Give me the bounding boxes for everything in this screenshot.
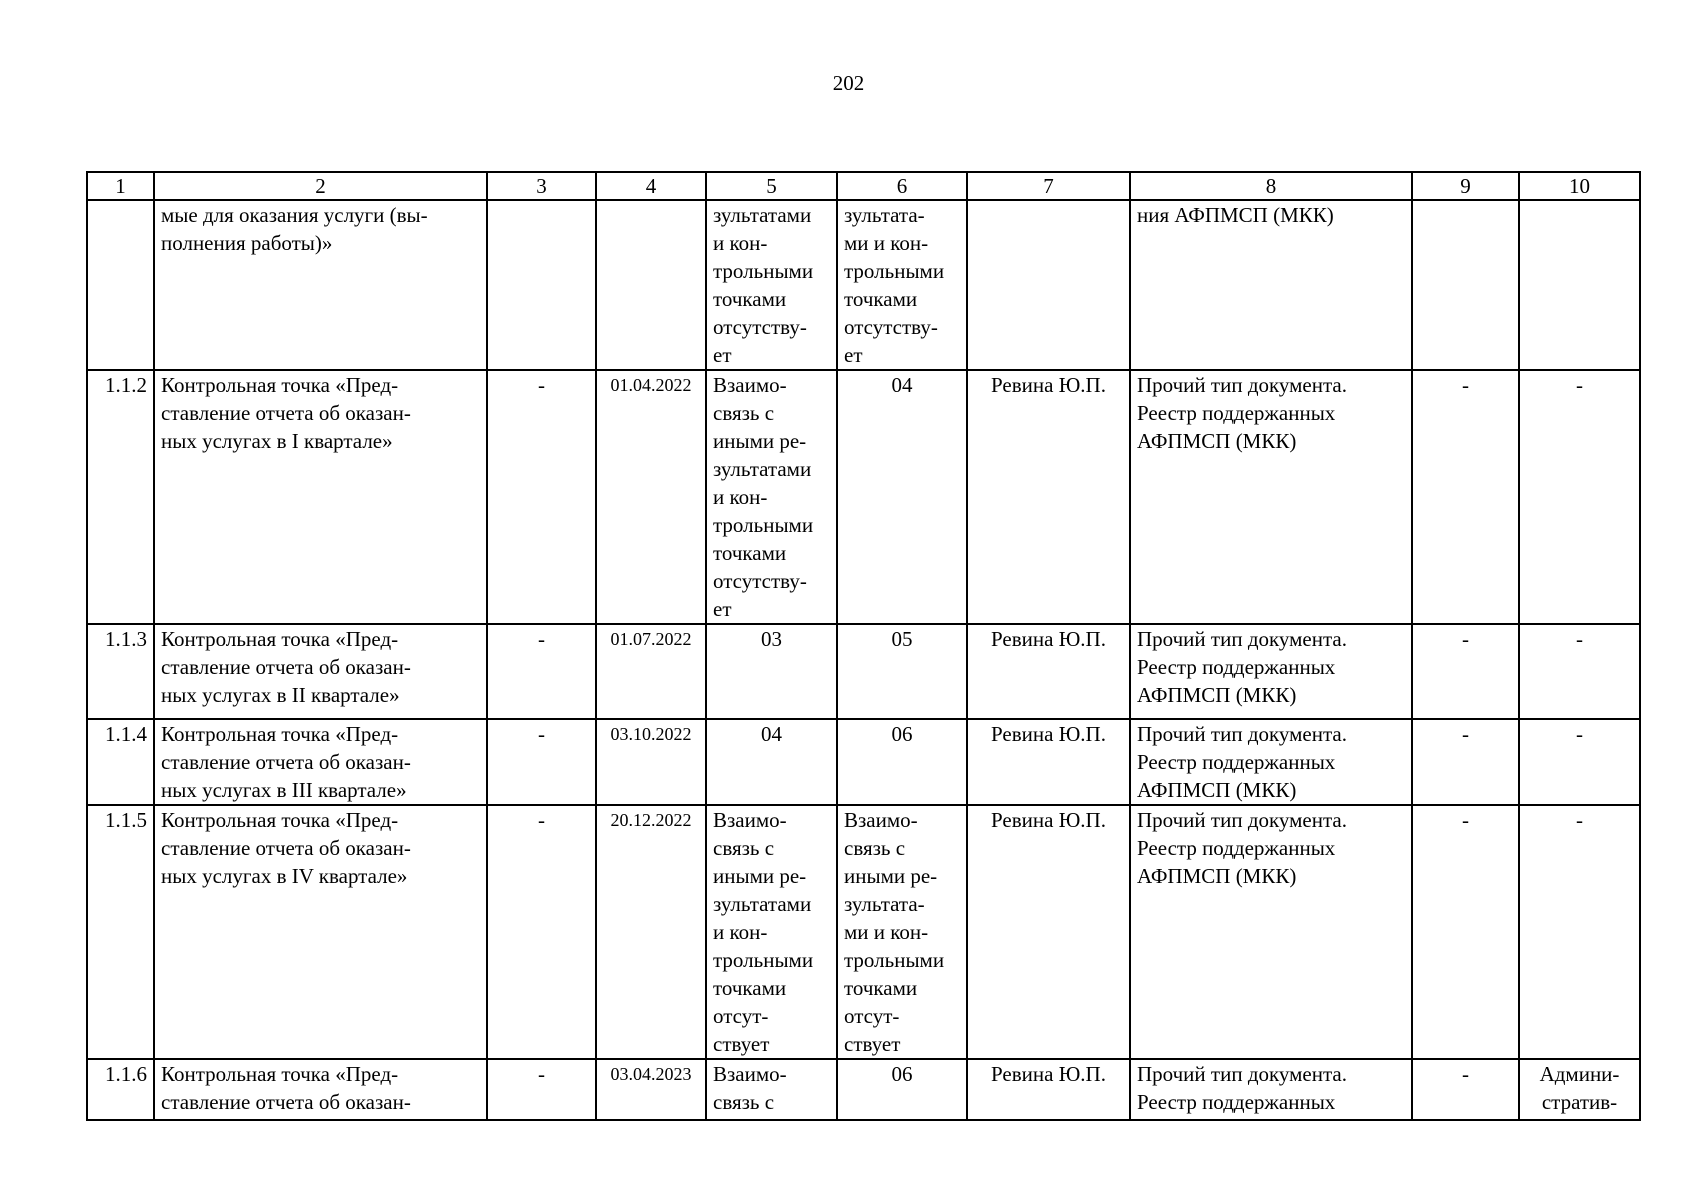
col10-cell: Админи- стратив- bbox=[1519, 1059, 1640, 1120]
col9-cell: - bbox=[1412, 719, 1519, 805]
table-row bbox=[87, 1059, 1640, 1120]
document-type-cell: Прочий тип документа. Реестр поддержанных АФПМСП (МКК) bbox=[1130, 719, 1412, 805]
col6-cell: 05 bbox=[837, 624, 967, 719]
col5-cell: Взаимо- связь с иными ре- зультатами и кон- трольными точками отсут- ствует bbox=[706, 805, 837, 1059]
page-number: 202 bbox=[832, 71, 865, 95]
col3-cell bbox=[487, 200, 596, 370]
col6-cell: 06 bbox=[837, 719, 967, 805]
row-number-cell: 1.1.5 bbox=[87, 805, 154, 1059]
table-row bbox=[87, 719, 1640, 805]
name-cell: Контрольная точка «Пред- ставление отчета об оказан- ных услугах в IV квартале» bbox=[154, 805, 487, 1059]
col3-cell: - bbox=[487, 1059, 596, 1120]
date-cell bbox=[596, 200, 706, 370]
col3-cell: - bbox=[487, 370, 596, 624]
document-type-cell: Прочий тип документа. Реестр поддержанных АФПМСП (МКК) bbox=[1130, 370, 1412, 624]
col10-cell bbox=[1519, 200, 1640, 370]
table-row bbox=[87, 624, 1640, 719]
col10-cell: - bbox=[1519, 719, 1640, 805]
column-number: 10 bbox=[1519, 172, 1640, 200]
table-row bbox=[87, 370, 1640, 624]
col10-cell: - bbox=[1519, 624, 1640, 719]
col9-cell: - bbox=[1412, 370, 1519, 624]
date-cell: 01.04.2022 bbox=[596, 370, 706, 624]
document-table bbox=[86, 171, 1641, 1121]
date-cell: 03.04.2023 bbox=[596, 1059, 706, 1120]
responsible-cell: Ревина Ю.П. bbox=[967, 805, 1130, 1059]
col3-cell: - bbox=[487, 624, 596, 719]
col3-cell: - bbox=[487, 805, 596, 1059]
col3-cell: - bbox=[487, 719, 596, 805]
row-number-cell: 1.1.4 bbox=[87, 719, 154, 805]
document-type-cell: Прочий тип документа. Реестр поддержанных АФПМСП (МКК) bbox=[1130, 805, 1412, 1059]
responsible-cell: Ревина Ю.П. bbox=[967, 624, 1130, 719]
col10-cell: - bbox=[1519, 805, 1640, 1059]
col9-cell: - bbox=[1412, 805, 1519, 1059]
name-cell: Контрольная точка «Пред- ставление отчета об оказан- ных услугах в II квартале» bbox=[154, 624, 487, 719]
name-cell: Контрольная точка «Пред- ставление отчета об оказан- bbox=[154, 1059, 487, 1120]
column-number: 6 bbox=[837, 172, 967, 200]
column-number: 9 bbox=[1412, 172, 1519, 200]
responsible-cell: Ревина Ю.П. bbox=[967, 1059, 1130, 1120]
col5-cell: Взаимо- связь с bbox=[706, 1059, 837, 1120]
col9-cell bbox=[1412, 200, 1519, 370]
row-number-cell: 1.1.6 bbox=[87, 1059, 154, 1120]
column-number: 3 bbox=[487, 172, 596, 200]
date-cell: 20.12.2022 bbox=[596, 805, 706, 1059]
responsible-cell: Ревина Ю.П. bbox=[967, 370, 1130, 624]
date-cell: 03.10.2022 bbox=[596, 719, 706, 805]
col6-cell: 06 bbox=[837, 1059, 967, 1120]
col10-cell: - bbox=[1519, 370, 1640, 624]
col6-cell: 04 bbox=[837, 370, 967, 624]
name-cell: мые для оказания услуги (вы- полнения работы)» bbox=[154, 200, 487, 370]
col6-cell: зультата- ми и кон- трольными точками отсутству- ет bbox=[837, 200, 967, 370]
col6-cell: Взаимо- связь с иными ре- зультата- ми и кон- трольными точками отсут- ствует bbox=[837, 805, 967, 1059]
responsible-cell: Ревина Ю.П. bbox=[967, 719, 1130, 805]
responsible-cell bbox=[967, 200, 1130, 370]
column-number: 5 bbox=[706, 172, 837, 200]
col5-cell: 04 bbox=[706, 719, 837, 805]
col5-cell: 03 bbox=[706, 624, 837, 719]
column-number: 4 bbox=[596, 172, 706, 200]
column-number: 8 bbox=[1130, 172, 1412, 200]
col5-cell: Взаимо- связь с иными ре- зультатами и кон- трольными точками отсутству- ет bbox=[706, 370, 837, 624]
column-number-row bbox=[87, 172, 1640, 200]
document-type-cell: Прочий тип документа. Реестр поддержанных АФПМСП (МКК) bbox=[1130, 624, 1412, 719]
col9-cell: - bbox=[1412, 624, 1519, 719]
name-cell: Контрольная точка «Пред- ставление отчета об оказан- ных услугах в I квартале» bbox=[154, 370, 487, 624]
col5-cell: зультатами и кон- трольными точками отсутству- ет bbox=[706, 200, 837, 370]
table-row bbox=[87, 200, 1640, 370]
column-number: 1 bbox=[87, 172, 154, 200]
col9-cell: - bbox=[1412, 1059, 1519, 1120]
row-number-cell bbox=[87, 200, 154, 370]
document-type-cell: Прочий тип документа. Реестр поддержанных bbox=[1130, 1059, 1412, 1120]
row-number-cell: 1.1.2 bbox=[87, 370, 154, 624]
row-number-cell: 1.1.3 bbox=[87, 624, 154, 719]
table-row bbox=[87, 805, 1640, 1059]
name-cell: Контрольная точка «Пред- ставление отчета об оказан- ных услугах в III квартале» bbox=[154, 719, 487, 805]
date-cell: 01.07.2022 bbox=[596, 624, 706, 719]
column-number: 7 bbox=[967, 172, 1130, 200]
document-type-cell: ния АФПМСП (МКК) bbox=[1130, 200, 1412, 370]
column-number: 2 bbox=[154, 172, 487, 200]
